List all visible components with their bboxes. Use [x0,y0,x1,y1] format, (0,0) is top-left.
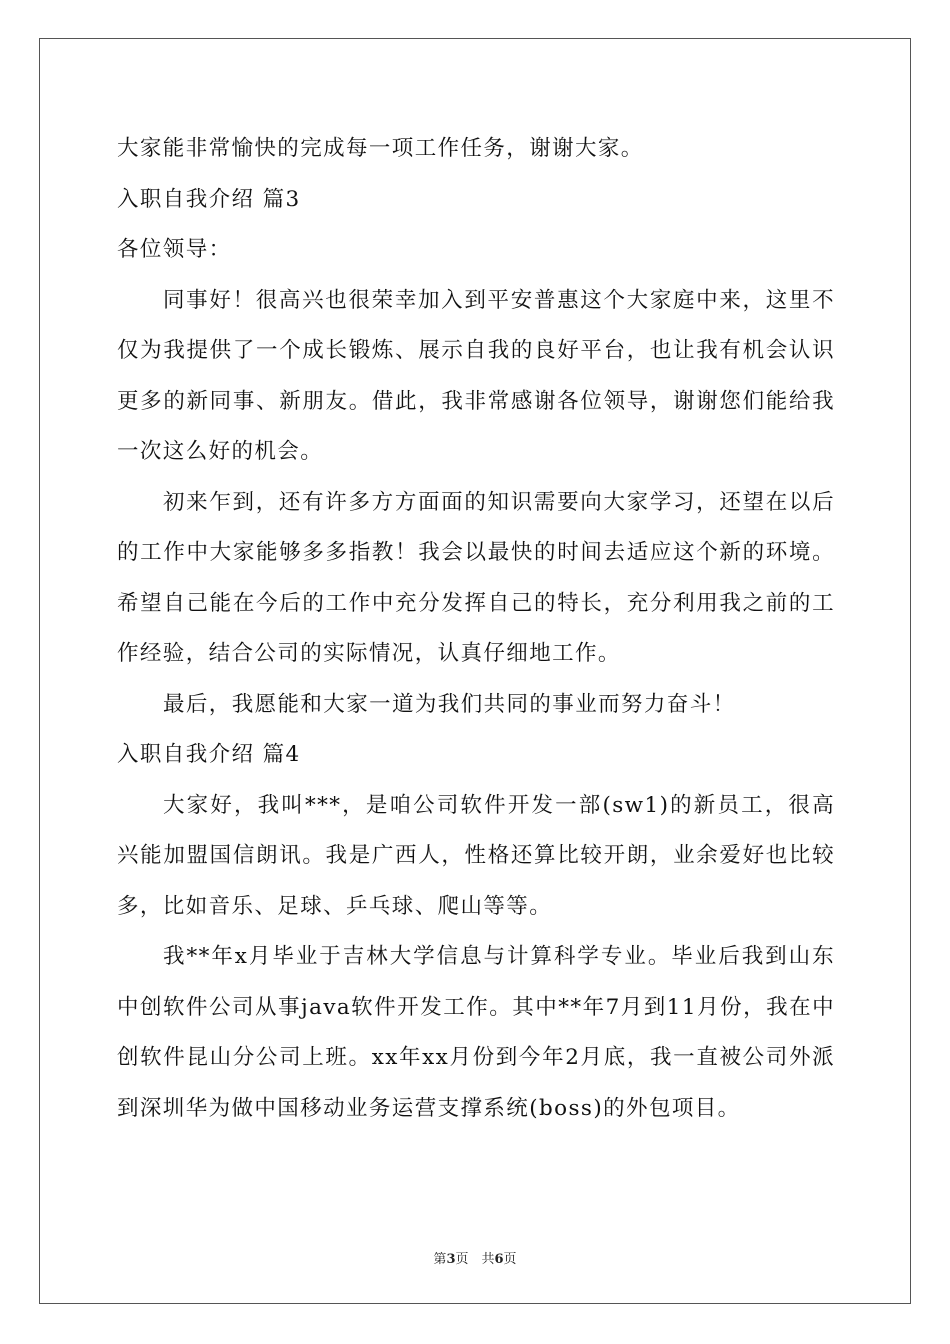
section-heading-4: 入职自我介绍 篇4 [117,742,301,767]
document-body [117,124,835,1134]
section-heading-3: 入职自我介绍 篇3 [117,186,301,212]
paragraph: 大家好，我叫***，是咱公司软件开发一部(sw1)的新员工，很高兴能加盟国信朗讯。我是广西人，性格还算比较开朗，业余爱好也比较多，比如音乐、足球、乒乓球、爬山等等。 [117,792,835,919]
total-page-number: 6 [494,1252,504,1267]
salutation: 各位领导： [117,237,232,262]
page-suffix: 页 [503,1252,517,1267]
current-page-number: 3 [446,1252,456,1267]
paragraph: 同事好！很高兴也很荣幸加入到平安普惠这个大家庭中来，这里不仅为我提供了一个成长锻炼、展示自我的良好平台，也让我有机会认识更多的新同事、新朋友。借此，我非常感谢各位领导，谢谢您们能给我一次这么好的机会。 [117,287,835,464]
page-mid: 页 共 [455,1252,495,1267]
page-number-footer [0,1248,950,1267]
paragraph: 我**年x月毕业于吉林大学信息与计算科学专业。毕业后我到山东中创软件公司从事java软件开发工作。其中**年7月到11月份，我在中创软件昆山分公司上班。xx年xx月份到今年2月底，我一直被公司外派到深圳华为做中国移动业务运营支撑系统(boss)的外包项目。 [117,944,835,1121]
paragraph-continuation: 大家能非常愉快的完成每一项工作任务，谢谢大家。 [117,136,644,161]
page-prefix: 第 [433,1252,447,1267]
paragraph: 最后，我愿能和大家一道为我们共同的事业而努力奋斗！ [163,691,736,717]
paragraph: 初来乍到，还有许多方方面面的知识需要向大家学习，还望在以后的工作中大家能够多多指教！我会以最快的时间去适应这个新的环境。希望自己能在今后的工作中充分发挥自己的特长，充分利用我之前的工作经验，结合公司的实际情况，认真仔细地工作。 [117,489,835,666]
